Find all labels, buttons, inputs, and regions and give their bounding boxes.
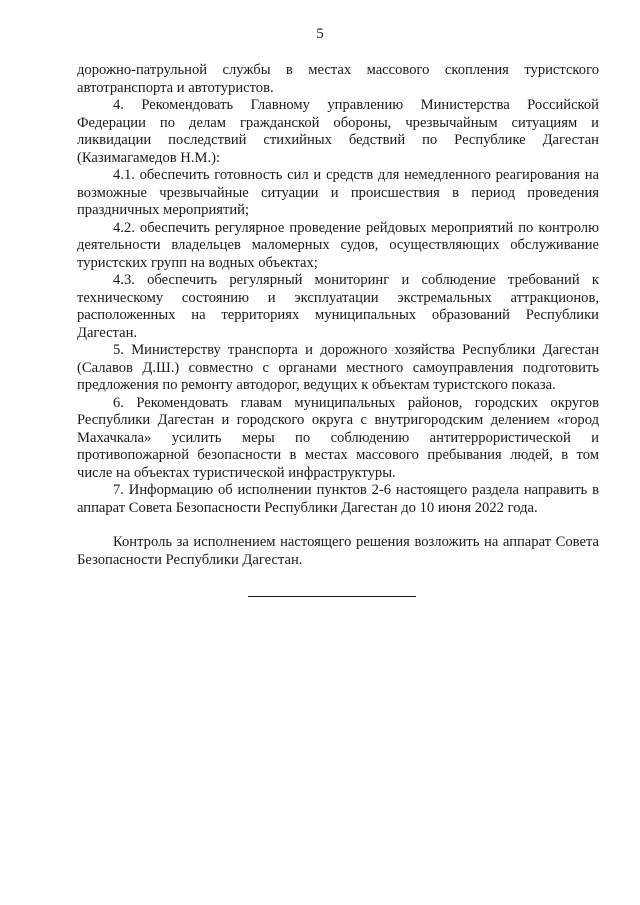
paragraph-continuation: дорожно-патрульной службы в местах массового скопления туристского автотранспорта и автотуристов. [77,62,599,96]
paragraph-item-4: 4. Рекомендовать Главному управлению Министерства Российской Федерации по делам гражданской обороны, чрезвычайным ситуациям и ликвидации последствий стихийных бедствий по Республике Дагестан (Казимагамедов Н.М.): [77,97,599,166]
document-body [77,62,599,569]
separator-line [248,596,416,597]
paragraph-item-5: 5. Министерству транспорта и дорожного хозяйства Республики Дагестан (Салавов Д.Ш.) совместно с органами местного самоуправления подготовить предложения по ремонту автодорог, ведущих к объектам туристского показа. [77,342,599,393]
paragraph-item-4-2: 4.2. обеспечить регулярное проведение рейдовых мероприятий по контролю деятельности владельцев маломерных судов, осуществляющих обслуживание туристских групп на водных объектах; [77,219,599,271]
paragraph-item-4-3: 4.3. обеспечить регулярный мониторинг и соблюдение требований к техническому состоянию и эксплуатации экстремальных аттракционов, расположенных на территориях муниципальных образований Республики Дагестан. [77,272,599,341]
page-number: 5 [316,26,324,42]
paragraph-item-6: 6. Рекомендовать главам муниципальных районов, городских округов Республики Дагестан и городского округа с внутригородским делением «город Махачкала» усилить меры по соблюдению антитеррористической и противопожарной безопасности в местах массового пребывания людей, в том числе на объектах туристической инфраструктуры. [77,394,599,481]
paragraph-item-7: 7. Информацию об исполнении пунктов 2-6 настоящего раздела направить в аппарат Совета Безопасности Республики Дагестан до 10 июня 2022 года. [77,482,599,516]
paragraph-item-4-1: 4.1. обеспечить готовность сил и средств для немедленного реагирования на возможные чрезвычайные ситуации и происшествия в период проведения праздничных мероприятий; [77,167,599,218]
paragraph-control: Контроль за исполнением настоящего решения возложить на аппарат Совета Безопасности Республики Дагестан. [77,534,599,568]
